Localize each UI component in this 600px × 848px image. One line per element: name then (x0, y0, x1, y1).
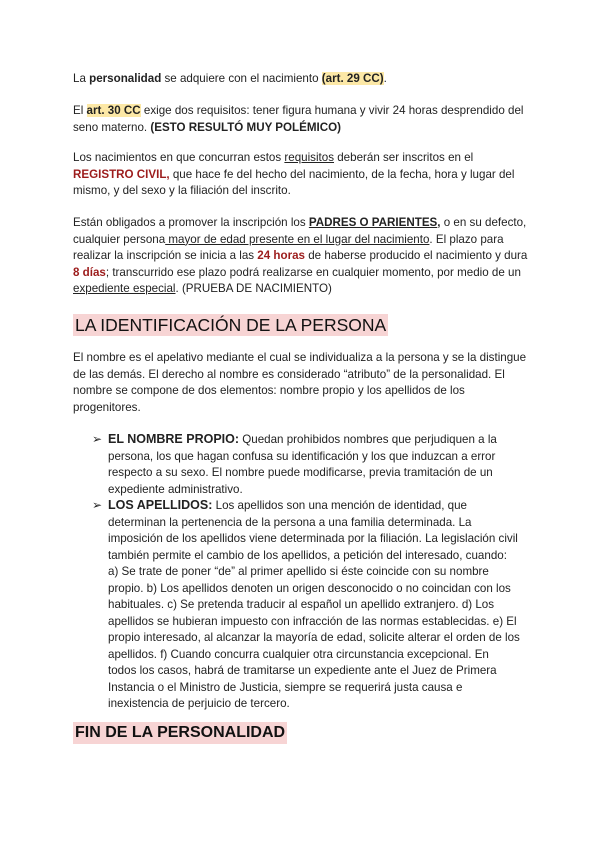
text: . (383, 72, 387, 85)
bullet-title: EL NOMBRE PROPIO: (108, 432, 240, 446)
text: . El plazo para realizar la inscripción se inicia a las (73, 232, 504, 262)
text: El (73, 104, 87, 117)
bullet-nombre-propio (108, 431, 520, 498)
text: o en su defecto, cualquier persona (73, 216, 527, 246)
text: , (437, 216, 441, 229)
paragraph-personalidad (73, 71, 533, 88)
arrow-bullet-icon: ➢ (92, 432, 103, 446)
text: exige dos requisitos: tener figura humana y vivir 24 horas desprendido del seno materno. (73, 104, 524, 134)
text: se adquiere con el nacimiento (161, 72, 322, 85)
bullet-apellidos (108, 497, 520, 713)
text: deberán ser inscritos en el (334, 151, 474, 164)
underlined-text: requisitos (284, 151, 335, 164)
red-bold-text: REGISTRO CIVIL, (73, 167, 170, 181)
bullet-text: Quedan prohibidos nombres que perjudiquen a la persona, los que hagan confusa su identificación y los que induzcan a error respecto a su sexo. El nombre puede modificarse, previa tramitación de un expediente administrativo. (108, 433, 497, 496)
paragraph-inscripcion (73, 215, 533, 298)
highlight-article: art. 30 CC (86, 104, 141, 117)
bold-underlined-text: PADRES O PARIENTES (308, 216, 438, 229)
text: Están obligados a promover la inscripción los (73, 216, 309, 229)
paragraph-requisitos (73, 103, 533, 136)
bold-note: (ESTO RESULTÓ MUY POLÉMICO) (150, 120, 342, 134)
paragraph-registro (73, 150, 533, 200)
paragraph-nombre: El nombre es el apelativo mediante el cual se individualiza a la persona y se la distingue de las demás. El derecho al nombre es considerado “atributo” de la personalidad. El nombre se compone de dos elementos: nombre propio y los apellidos de los progenitores. (73, 351, 527, 414)
arrow-bullet-icon: ➢ (92, 498, 103, 512)
text: La (73, 72, 90, 85)
red-bold-text: 8 días (73, 265, 106, 279)
bold-text: personalidad (89, 72, 162, 85)
red-bold-text: 24 horas (257, 249, 305, 262)
bullet-title: LOS APELLIDOS: (108, 498, 213, 512)
underlined-text: expediente especial (73, 282, 176, 295)
bullet-text: Los apellidos son una mención de identidad, que determinan la pertenencia de la persona a una familia determinada. La imposición de los apellidos viene determinada por la filiación. La legislación civil también permite el cambio de los apellidos, a petición del interesado, cuando: a) Se trate de poner “de” al primer apellido si éste coincide con su nombre propio. b) Los apellidos denoten un origen desconocido o no coincidan con los habituales. c) Se pretenda traducir al español un apellido extranjero. d) Los apellidos se hubieran impuesto con infracción de las normas establecidas. e) El propio interesado, al alcanzar la mayoría de edad, solicite alterar el orden de los apellidos. f) Cuando concurra cualquier otra circunstancia excepcional. En todos los casos, habrá de tramitarse un expediente ante el Juez de Primera Instancia o el Ministro de Justicia, siempre se requerirá justa causa e inexistencia de perjuicio de tercero. (108, 499, 520, 710)
heading-identificacion: LA IDENTIFICACIÓN DE LA PERSONA (75, 315, 387, 335)
text: ; transcurrido ese plazo podrá realizarse en cualquier momento, por medio de un (105, 265, 521, 279)
text: Los nacimientos en que concurran estos (73, 151, 285, 164)
underlined-text: mayor de edad presente en el lugar del nacimiento (165, 232, 430, 246)
heading-fin-personalidad: FIN DE LA PERSONALIDAD (73, 722, 287, 744)
highlight-article: (art. 29 CC) (321, 72, 384, 85)
text: . (PRUEBA DE NACIMIENTO) (175, 282, 332, 295)
text: de haberse producido el nacimiento y dura (305, 249, 528, 262)
text: que hace fe del hecho del nacimiento, de la fecha, hora y lugar del mismo, y del sexo y la filiación del inscrito. (73, 167, 515, 197)
